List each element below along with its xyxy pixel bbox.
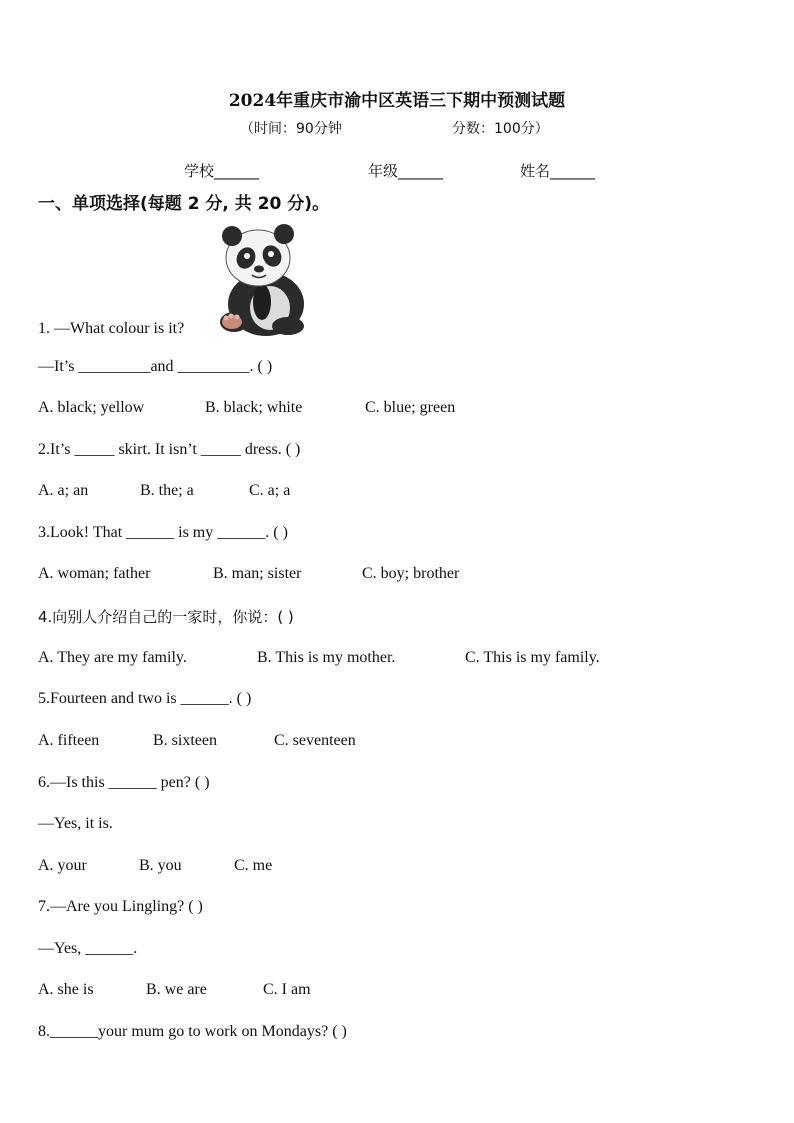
school-field: 学校______ [184,162,260,180]
question-6-option-b[interactable]: B. you [139,857,182,874]
question-1-option-c[interactable]: C. blue; green [365,399,456,416]
question-3-option-a[interactable]: A. woman; father [38,565,151,582]
question-7-option-a[interactable]: A. she is [38,981,94,998]
question-6-line-2: —Yes, it is. [38,815,113,832]
question-3-option-b[interactable]: B. man; sister [213,565,302,582]
question-1-option-b[interactable]: B. black; white [205,399,303,416]
question-2-line-1: 2.It’s _____ skirt. It isn’t _____ dress. ( ) [38,441,301,458]
question-6-option-a[interactable]: A. your [38,857,87,874]
question-1-option-a[interactable]: A. black; yellow [38,399,145,416]
name-field: 姓名______ [520,162,596,180]
question-2-option-a[interactable]: A. a; an [38,482,89,499]
question-6-line-1: 6.—Is this ______ pen? ( ) [38,774,210,791]
question-4-option-a[interactable]: A. They are my family. [38,649,187,666]
question-3-line-1: 3.Look! That ______ is my ______. ( ) [38,524,288,541]
question-7-option-b[interactable]: B. we are [146,981,207,998]
question-2-option-b[interactable]: B. the; a [140,482,194,499]
question-1-line-2: —It’s _________and _________. ( ) [38,358,273,375]
question-4-option-b[interactable]: B. This is my mother. [257,649,396,666]
exam-time: （时间：90分钟 [240,121,342,137]
question-3-option-c[interactable]: C. boy; brother [362,565,460,582]
question-5-option-c[interactable]: C. seventeen [274,732,356,749]
question-4-option-c[interactable]: C. This is my family. [465,649,600,666]
page-title: 2024年重庆市渝中区英语三下期中预测试题 [228,91,566,111]
section-heading: 一、单项选择(每题 2 分, 共 20 分)。 [38,194,330,214]
exam-score: 分数：100分） [452,121,549,137]
question-1-line-1: 1. —What colour is it? [38,320,185,337]
panda-image [214,222,310,338]
question-7-option-c[interactable]: C. I am [263,981,311,998]
question-5-line-1: 5.Fourteen and two is ______. ( ) [38,690,252,707]
question-8-line-1: 8.______your mum go to work on Mondays? ( ) [38,1023,347,1040]
question-4-line-1: 4.向别人介绍自己的一家时，你说：( ) [38,608,294,626]
question-7-line-2: —Yes, ______. [38,940,138,957]
question-7-line-1: 7.—Are you Lingling? ( ) [38,898,203,915]
question-2-option-c[interactable]: C. a; a [249,482,291,499]
question-6-option-c[interactable]: C. me [234,857,273,874]
question-5-option-a[interactable]: A. fifteen [38,732,100,749]
grade-field: 年级______ [368,162,444,180]
question-5-option-b[interactable]: B. sixteen [153,732,217,749]
